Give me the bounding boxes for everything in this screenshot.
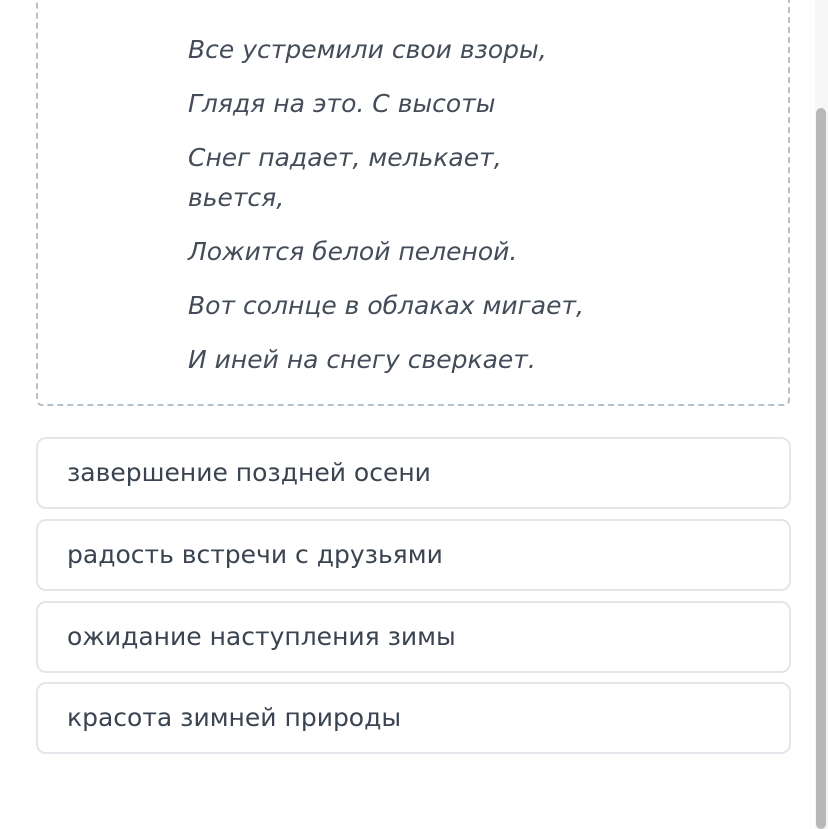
answer-option-1[interactable] [36,437,791,509]
poem-passage [36,0,790,406]
poem-line: Вот солнце в облаках мигает, [188,291,584,320]
answer-option-label: красота зимней природы [67,703,402,732]
answer-option-2[interactable] [36,519,791,591]
poem-line [188,0,565,4]
poem-line: Снег падает, мелькает, [188,143,502,172]
poem-line: Глядя на это. С высоты [188,89,496,118]
poem-line: вьется, [188,183,285,212]
answer-option-label: радость встречи с друзьями [67,540,443,569]
scrollbar-thumb[interactable] [816,108,826,829]
poem-line: Все устремили свои взоры, [188,35,547,64]
poem-line: И иней на снегу сверкает. [188,345,536,374]
answer-option-3[interactable] [36,601,791,673]
answer-option-label: ожидание наступления зимы [67,622,456,651]
answer-option-4[interactable] [36,682,791,754]
poem-line: Ложится белой пеленой. [188,237,518,266]
answer-option-label: завершение поздней осени [67,458,431,487]
